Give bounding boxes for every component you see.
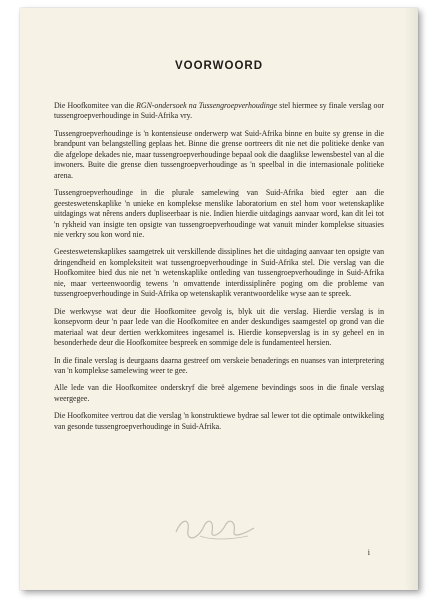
paragraph [54, 307, 384, 349]
document-body [54, 101, 384, 439]
text-run: Die Hoofkomitee vertrou dat die verslag 'n konstruktiewe bydrae sal lewer tot die optimale ontwikkeling van gesonde tussengroepverhoudinge in Suid-Afrika. [54, 411, 384, 431]
page-number: i [367, 548, 370, 557]
paragraph [54, 247, 384, 299]
text-run: stel hiermee sy finale verslag oor tussengroepverhoudinge in Suid-Afrika vry. [54, 101, 384, 121]
text-run: Tussengroepverhoudinge in die plurale samelewing van Suid-Afrika bied egter aan die geesteswetenskaplike 'n unieke en komplekse menslike laboratorium en stel hom voor wetenskaplike uitdagings wat nêrens anders dupliseerbaar is nie. Indien hierdie uitdagings aanvaar word, kan dit lei tot 'n rykheid van insigte ten opsigte van tussengroepverhoudinge wat vanuit minder komplekse situasies nie verkry sou kon word nie. [54, 188, 384, 239]
paragraph [54, 129, 384, 181]
page-title: VOORWOORD [174, 60, 263, 72]
italic-text: RGN-ondersoek na Tussengroepverhoudinge [136, 101, 278, 110]
text-run: Die Hoofkomitee van die [54, 101, 137, 110]
paragraph [54, 101, 384, 122]
text-run: Die werkwyse wat deur die Hoofkomitee gevolg is, blyk uit die verslag. Hierdie verslag is in konsepvorm deur 'n paar lede van die Hoofkomitee en ander deskundiges saamgestel op grond van die materiaal wat deur dertien werkkomitees ingesamel is. Hierdie konsepverslag is in sy geheel en in besonderhede deur die Hoofkomitee bespreek en sommige dele is fundamenteel hersien. [54, 306, 384, 348]
text-run: Alle lede van die Hoofkomitee onderskryf die breë algemene bevindings soos in die finale verslag weergegee. [54, 383, 384, 403]
paragraph [54, 411, 384, 432]
paragraph [54, 188, 384, 240]
text-run: Tussengroepverhoudinge is 'n kontensieuse onderwerp wat Suid-Afrika binne en buite sy grense in die brandpunt van belangstelling geplaas het. Binne die grense oortreers dit nie net die politieke denke van die afgelope dekades nie, maar tussengroepverhoudinge bepaal ook die daaglikse lewensbestel van al die inwoners. Buite die grense dien tussengroepverhoudinge as 'n speelbal in die internasionale politieke arena. [54, 128, 384, 180]
document-page [20, 8, 418, 590]
faint-signature-mark [170, 510, 260, 544]
text-run: Geesteswetenskaplikes saamgetrek uit verskillende dissiplines het die uitdaging aanvaar ten opsigte van dringendheid en kompleksiteit wat tussengroepverhoudinge in Suid-Afrika stel. Die verslag van die Hoofkomitee bied dus nie net 'n wetenskaplike ontleding van tussengroepverhoudinge in Suid-Afrika nie, maar verteenwoordig tewens 'n omvattende interdissiplinêre poging om die probleme van tussengroepverhoudinge in Suid-Afrika op wetenskaplik verantwoordelike wyse aan te spreek. [54, 247, 384, 299]
text-run: In die finale verslag is deurgaans daarna gestreef om verskeie benaderings en nuanses van interpretering van 'n komplekse samelewing weer te gee. [54, 355, 384, 375]
paragraph [54, 356, 384, 377]
paragraph [54, 383, 384, 404]
